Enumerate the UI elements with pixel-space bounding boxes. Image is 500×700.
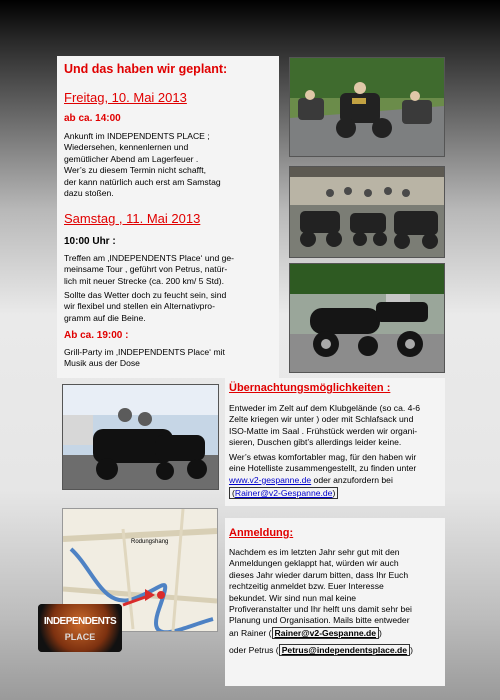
text-line: gemütlicher Abend am Lagerfeuer . [64, 153, 199, 164]
petrus-email-link[interactable]: Petrus@independentsplace.de [281, 645, 408, 655]
lodging-email-link[interactable]: Rainer@v2-Gespanne.de [234, 488, 333, 499]
logo-text: INDEPENDENTS [43, 616, 117, 627]
saturday-grill-text [64, 347, 225, 370]
saturday-date: Samstag , 11. Mai 2013 [64, 211, 201, 226]
text-line: Profiveranstalter und Ihr helft uns damit sehr bei [229, 604, 412, 615]
text-line: eine Hotelliste zusammengestellt, zu finden unter [229, 463, 417, 474]
logo-subtext: PLACE [64, 632, 96, 642]
friday-time: ab ca. 14:00 [64, 113, 121, 124]
lodging-hotel-text [229, 452, 416, 500]
email-box [229, 487, 338, 499]
map-street-label: Rodungshang [131, 539, 169, 545]
friday-text [64, 131, 221, 199]
text-line: Grill-Party im ‚INDEPENDENTS Place‘ mit [64, 347, 225, 357]
text-line: Sollte das Wetter doch zu feucht sein, sind [64, 290, 227, 300]
registration-heading: Anmeldung: [229, 527, 294, 539]
text-line: wir flexibel und stellen ein Alternativpro- [64, 301, 215, 312]
text-line: meinsame Tour , geführt von Petrus, natür- [64, 264, 228, 275]
saturday-tour-text [64, 253, 234, 287]
text-line [229, 488, 416, 499]
email-box [272, 627, 380, 639]
text-fragment: ) [332, 488, 336, 499]
text-line: Ankunft im INDEPENDENTS PLACE ; [64, 131, 210, 141]
saturday-time-1000: 10:00 Uhr : [64, 236, 116, 247]
text-fragment: an Rainer ( [229, 628, 272, 638]
text-line: dazu stoßen. [64, 188, 114, 199]
lodging-text [229, 403, 420, 449]
text-fragment: oder anzufordern bei [311, 474, 393, 485]
text-line: Planung und Organisation. Mails bitte entweder [229, 615, 410, 626]
text-line: Wer’s zu diesem Termin nicht schafft, [64, 165, 207, 176]
text-line: ISO-Matte im Saal . Frühstück werden wir organi- [229, 425, 418, 436]
friday-date: Freitag, 10. Mai 2013 [64, 90, 187, 105]
website-link[interactable]: www.v2-gespanne.de [229, 474, 312, 485]
plan-title: Und das haben wir geplant: [64, 62, 228, 76]
independents-logo [38, 604, 122, 652]
text-line [229, 475, 416, 486]
text-line: Nachdem es im letzten Jahr sehr gut mit den [229, 547, 400, 557]
text-line: gramm auf die Beine. [64, 312, 146, 323]
email-box [279, 644, 410, 656]
logo-flame [38, 604, 122, 652]
text-line: der kann natürlich auch erst am Samstag [64, 176, 221, 187]
photo-group-sidecars [289, 166, 445, 258]
text-line: bekundet. Wir sind nun mal keine [229, 592, 357, 603]
text-line: Treffen am ‚INDEPENDENTS Place‘ und ge- [64, 253, 235, 263]
rainer-email-link[interactable]: Rainer@v2-Gespanne.de [274, 628, 377, 638]
text-fragment: ) [410, 645, 413, 655]
registration-rainer-line [229, 628, 382, 639]
text-line: Entweder im Zelt auf dem Klubgelände (so ca. 4-6 [229, 403, 421, 413]
photo-riders-on-road [289, 57, 445, 157]
saturday-weather-text [64, 290, 226, 324]
text-line: dieses Jahr wieder darum bitten, dass Ihr Euch [229, 569, 409, 580]
saturday-time-1900: Ab ca. 19:00 : [64, 330, 129, 341]
text-line: Wer’s etwas komfortabler mag, für den haben wir [229, 452, 417, 462]
text-line: Anmeldungen geklappt hat, würden wir auch [229, 558, 399, 569]
text-line: rechtzeitig anmeldet bzw. Euer Interesse [229, 581, 384, 592]
registration-petrus-line [229, 645, 413, 656]
photo-sidecar-bike [289, 263, 445, 373]
text-fragment: ( [232, 488, 235, 499]
text-fragment: oder Petrus ( [229, 645, 279, 655]
text-line: sieren, Duschen gibt’s allerdings leider keine. [229, 437, 402, 448]
text-fragment: ) [379, 628, 382, 638]
text-line: Zelte kriegen wir unter ) oder mit Schlafsack und [229, 414, 414, 425]
photo-riders-closeup [62, 384, 219, 490]
lodging-heading: Übernachtungsmöglichkeiten : [229, 382, 391, 394]
text-line: lich mit neuer Strecke (ca. 200 km/ 5 Std). [64, 275, 224, 286]
text-line: Wiedersehen, kennenlernen und [64, 142, 189, 153]
registration-text [229, 547, 412, 627]
text-line: Musik aus der Dose [64, 358, 140, 369]
